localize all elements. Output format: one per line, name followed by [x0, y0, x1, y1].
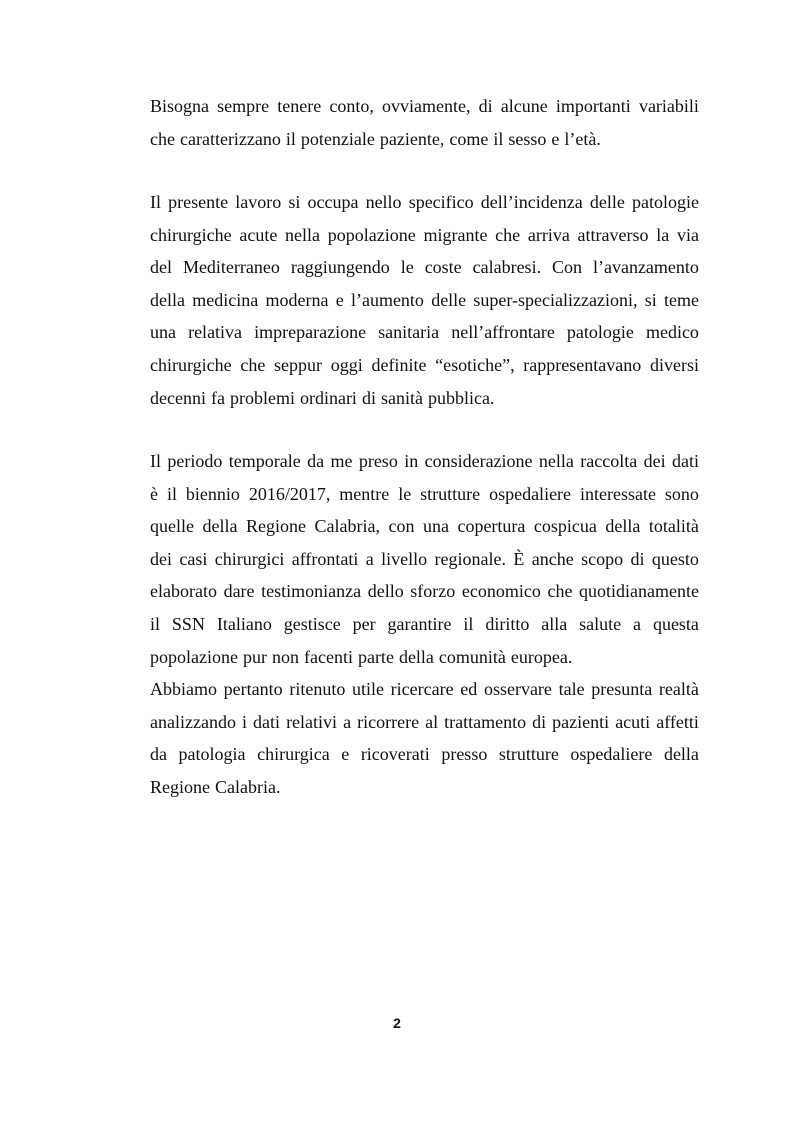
word: moderna	[265, 289, 329, 310]
word: diversi	[649, 355, 699, 375]
word: nella	[538, 451, 574, 471]
word: con	[388, 516, 415, 537]
word: acute	[239, 224, 278, 245]
word: della	[605, 516, 641, 537]
word: Italiano	[216, 614, 272, 634]
word: di	[361, 387, 376, 408]
word: conto,	[329, 96, 374, 116]
text-line	[150, 251, 699, 283]
word: impreparazione	[254, 322, 367, 343]
word: quotidianamente	[579, 581, 699, 602]
word: Calabria.	[215, 777, 281, 797]
text-line	[150, 316, 699, 348]
word: me	[330, 451, 353, 471]
word: tale	[558, 679, 585, 700]
word: di	[532, 711, 547, 732]
word: si	[644, 289, 657, 310]
word: la	[656, 224, 670, 245]
word: delle	[431, 289, 467, 310]
word: relativi	[286, 711, 338, 732]
word: della	[202, 516, 238, 537]
word: lavoro	[235, 192, 282, 212]
word: dati	[671, 451, 699, 471]
word: problemi	[229, 387, 295, 408]
word: pazienti	[552, 711, 610, 732]
word: gestisce	[283, 614, 341, 634]
word: relativa	[188, 322, 243, 343]
word: una	[422, 516, 449, 537]
word: nell’affrontare	[451, 322, 555, 343]
word: raccolta	[580, 451, 638, 471]
word: Regione	[245, 516, 306, 537]
word: paziente,	[379, 128, 445, 149]
word: casi	[179, 548, 208, 569]
word: trattamento	[444, 711, 527, 732]
word: e	[551, 128, 560, 149]
word: del	[150, 257, 172, 278]
word: a	[633, 614, 642, 634]
word: definite	[371, 355, 427, 375]
word: come	[449, 128, 489, 149]
word: tenere	[277, 96, 322, 116]
word: temporale	[228, 451, 301, 471]
word: ovviamente,	[381, 96, 471, 116]
word: presunta	[591, 679, 653, 700]
word: dati	[253, 711, 281, 732]
word: considerazione	[424, 451, 533, 471]
word: sforzo	[410, 581, 456, 602]
word: della	[150, 289, 185, 310]
word: super-specializzazioni,	[473, 289, 638, 310]
text-line	[150, 575, 699, 607]
word: alla	[541, 614, 568, 634]
word: nella	[285, 224, 321, 245]
word: occupa	[307, 192, 359, 212]
word: una	[150, 322, 176, 343]
word: delle	[589, 192, 625, 212]
word: seppur	[274, 355, 323, 375]
text-line	[150, 738, 699, 770]
word: Abbiamo	[150, 679, 217, 700]
word: al	[425, 711, 439, 732]
word: e	[335, 289, 344, 310]
word: della	[398, 646, 434, 667]
word: patologie	[631, 192, 699, 212]
text-line	[150, 771, 699, 803]
word: della	[663, 744, 699, 765]
word: l’età.	[564, 128, 601, 149]
word: interessate	[579, 483, 656, 504]
word: chirurgiche	[150, 355, 232, 375]
word: le	[398, 483, 412, 504]
text-line	[150, 186, 699, 218]
word: caratterizzano	[179, 128, 281, 149]
word: strutture	[498, 744, 559, 765]
word: raggiungendo	[290, 257, 390, 278]
word: strutture	[420, 483, 481, 504]
word: e	[341, 744, 350, 765]
word: teme	[664, 289, 699, 310]
word: sempre	[217, 96, 270, 116]
word: testimonianza	[261, 581, 362, 602]
word: il	[463, 614, 474, 634]
word: dello	[367, 581, 404, 602]
word: salute	[579, 614, 622, 634]
word: Calabria,	[314, 516, 380, 537]
word: dei	[643, 451, 666, 471]
word: l’aumento	[350, 289, 424, 310]
word: ricoverati	[360, 744, 430, 765]
word: 2016/2017,	[248, 483, 331, 504]
word: comunità	[438, 646, 506, 667]
word: utile	[352, 679, 384, 700]
word: i	[241, 711, 247, 732]
word: “esotiche”,	[435, 355, 515, 375]
word: questa	[652, 614, 699, 634]
text-line	[150, 641, 699, 673]
text-line	[150, 90, 699, 122]
word: copertura	[457, 516, 526, 537]
word: ricorrere	[357, 711, 420, 732]
word: sono	[664, 483, 699, 504]
text-line	[150, 510, 699, 542]
word: variabili	[638, 96, 699, 116]
text-line	[150, 608, 699, 640]
word: fa	[210, 387, 225, 408]
word: biennio	[185, 483, 240, 504]
word: ospedaliere	[489, 483, 572, 504]
word: l’avanzamento	[592, 257, 699, 278]
word: rappresentavano	[523, 355, 642, 375]
word: migrante	[423, 224, 488, 245]
word: regionale.	[434, 548, 506, 569]
word: facenti	[303, 646, 353, 667]
word: mentre	[339, 483, 390, 504]
word: il	[285, 128, 296, 149]
word: pubblica.	[427, 387, 495, 408]
word: ritenuto	[289, 679, 346, 700]
word: attraverso	[577, 224, 649, 245]
word: che	[240, 355, 266, 375]
word: specifico	[408, 192, 474, 212]
word: alcune	[500, 96, 548, 116]
word: via	[676, 224, 699, 245]
word: popolazione	[327, 224, 416, 245]
word: osservare	[483, 679, 552, 700]
text-line	[150, 543, 699, 575]
word: Mediterraneo	[182, 257, 280, 278]
text-line	[150, 673, 699, 705]
word: potenziale	[300, 128, 375, 149]
word: anche	[531, 548, 574, 569]
word: dell’incidenza	[480, 192, 583, 212]
word: SSN	[171, 614, 205, 634]
word: patologia	[178, 744, 246, 765]
word: è	[150, 483, 158, 504]
word: a	[343, 711, 352, 732]
word: importanti	[555, 96, 631, 116]
word: pur	[242, 646, 267, 667]
word: affetti	[656, 711, 699, 732]
word: di	[478, 96, 493, 116]
word: Con	[552, 257, 583, 278]
text-line	[150, 284, 699, 316]
word: europea.	[510, 646, 573, 667]
word: cospicua	[533, 516, 597, 537]
text-line	[150, 382, 699, 414]
word: acuti	[615, 711, 651, 732]
word: le	[400, 257, 414, 278]
word: realtà	[658, 679, 699, 700]
word: Il	[150, 192, 161, 212]
word: a	[365, 548, 374, 569]
word: per	[352, 614, 376, 634]
text-line	[150, 706, 699, 738]
word: chirurgica	[257, 744, 330, 765]
word: quelle	[150, 516, 194, 537]
word: È	[513, 548, 525, 569]
word: dei	[150, 548, 172, 569]
text-line	[150, 219, 699, 251]
word: popolazione	[150, 646, 238, 667]
word: presente	[168, 192, 229, 212]
text-line	[150, 349, 699, 381]
word: il	[150, 614, 161, 634]
word: periodo	[167, 451, 223, 471]
word: sanità	[380, 387, 423, 408]
word: medico	[645, 322, 699, 343]
word: sanitaria	[378, 322, 440, 343]
word: che	[495, 224, 521, 245]
word: analizzando	[150, 711, 236, 732]
word: pertanto	[223, 679, 283, 700]
word: Regione	[150, 777, 210, 797]
text-line	[150, 445, 699, 477]
word: Il	[150, 451, 161, 471]
word: non	[271, 646, 299, 667]
word: da	[307, 451, 325, 471]
word: livello	[381, 548, 428, 569]
word: da	[150, 744, 167, 765]
page-number: 2	[393, 1015, 401, 1031]
word: che	[547, 581, 573, 602]
word: preso	[358, 451, 398, 471]
word: oggi	[330, 355, 363, 375]
word: Bisogna	[150, 96, 210, 116]
word: affrontati	[291, 548, 359, 569]
word: ospedaliere	[570, 744, 653, 765]
word: ed	[460, 679, 478, 700]
word: chirurgici	[214, 548, 285, 569]
word: arriva	[527, 224, 570, 245]
word: che	[150, 128, 175, 149]
word: presso	[441, 744, 488, 765]
word: scopo	[581, 548, 624, 569]
word: chirurgiche	[150, 224, 232, 245]
word: ricercare	[390, 679, 454, 700]
word: ordinari	[299, 387, 357, 408]
word: calabresi.	[472, 257, 542, 278]
word: economico	[461, 581, 541, 602]
word: coste	[424, 257, 462, 278]
word: il	[493, 128, 504, 149]
word: parte	[357, 646, 394, 667]
word: in	[404, 451, 419, 471]
word: si	[288, 192, 301, 212]
word: medicina	[192, 289, 259, 310]
text-line	[150, 478, 699, 510]
word: totalità	[648, 516, 699, 537]
word: sesso	[508, 128, 547, 149]
word: elaborato	[150, 581, 217, 602]
word: decenni	[150, 387, 206, 408]
word: di	[630, 548, 645, 569]
word: diritto	[485, 614, 530, 634]
word: patologie	[566, 322, 634, 343]
text-line	[150, 123, 699, 155]
word: garantire	[387, 614, 452, 634]
word: il	[166, 483, 177, 504]
word: nello	[365, 192, 402, 212]
word: questo	[651, 548, 699, 569]
word: dare	[223, 581, 255, 602]
